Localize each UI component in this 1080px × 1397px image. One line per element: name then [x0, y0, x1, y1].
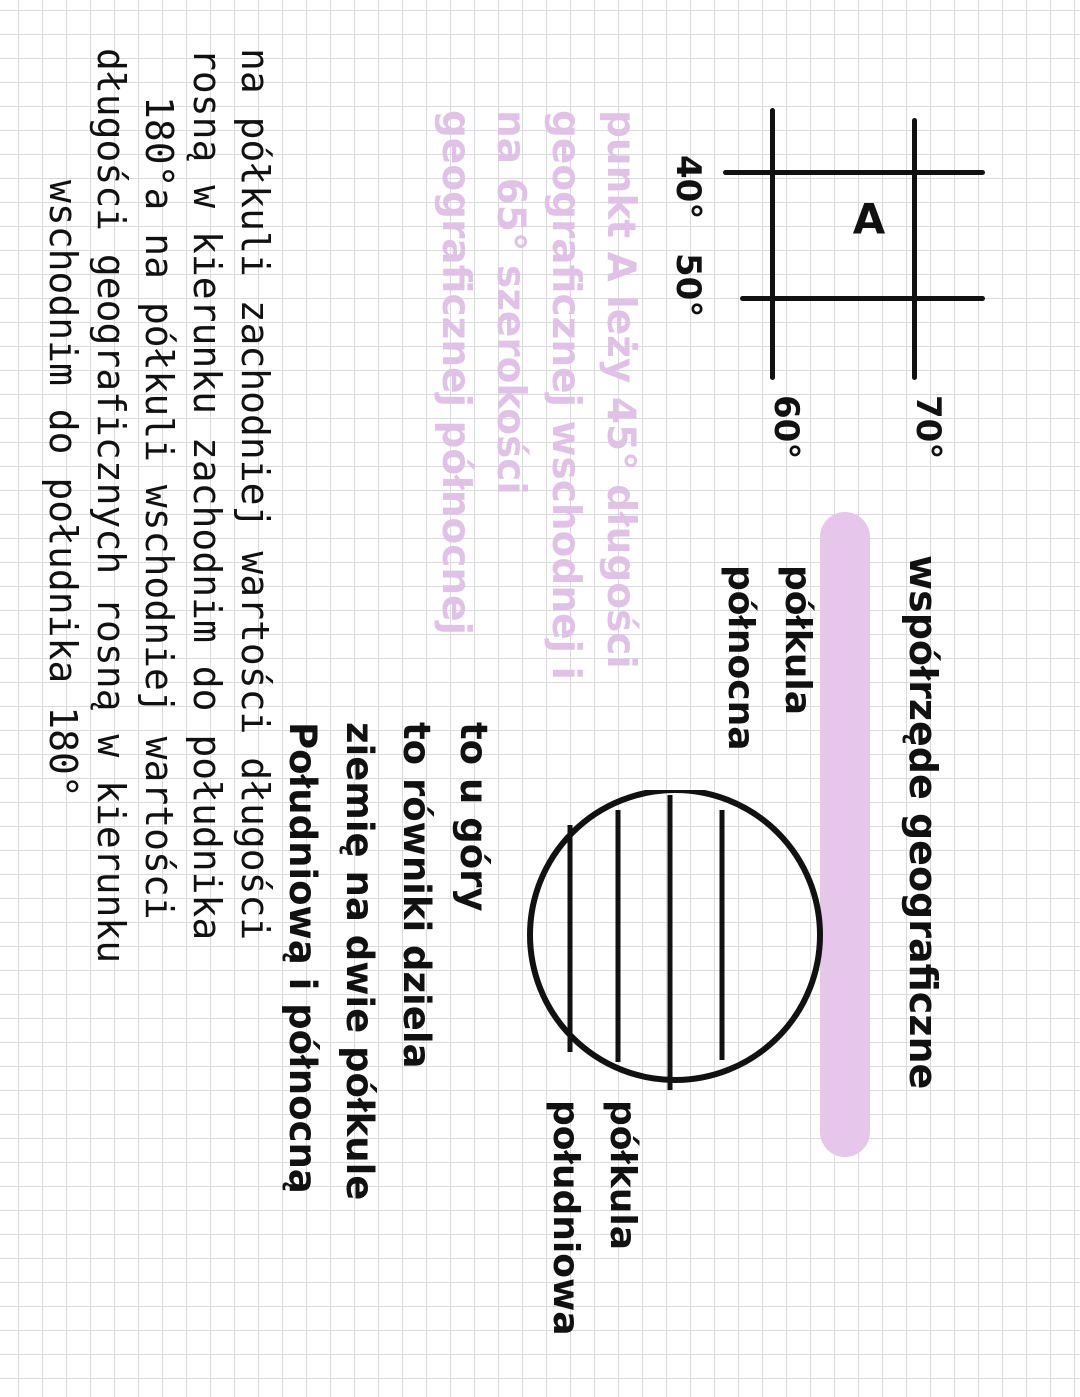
north-label-line: północna	[720, 565, 761, 751]
parallel-line-40	[723, 170, 985, 175]
longitude-note-line: 180°a na półkuli wschodniej wartości	[137, 96, 181, 920]
parallel-line-50	[740, 296, 985, 301]
longitude-note-line: rosną w kierunku zachodnim do południka	[185, 48, 229, 941]
parallel-label-40: 40°	[668, 155, 708, 220]
pink-note-line: punkt A leży 45° długości	[598, 110, 643, 669]
equator-note-line: Południową i północną	[281, 722, 324, 1194]
point-a-label: A	[852, 194, 886, 244]
equator-note-line: ziemię na dwie półkule	[338, 722, 381, 1201]
longitude-note-line: na półkuli zachodniej wartości długości	[233, 48, 277, 941]
south-label-line: południowa	[545, 1100, 586, 1336]
meridian-label-70: 70°	[908, 395, 948, 460]
globe-circle	[530, 790, 820, 1080]
pink-note-line: na 65° szerokości	[488, 110, 533, 495]
meridian-label-60: 60°	[766, 395, 806, 460]
pink-note-line: geograficznej wschodnej i	[543, 110, 588, 680]
north-label-line: półkula	[777, 565, 818, 716]
page-title: współrzęde geograficzne	[901, 555, 945, 1090]
pink-note-line: geograficznej północnej	[433, 110, 478, 635]
equator-note-line: to u góry	[452, 722, 495, 912]
longitude-note-line: długości geograficznych rosną w kierunku	[89, 48, 133, 964]
globe-diagram	[520, 790, 830, 1090]
meridian-line-70	[912, 118, 917, 380]
meridian-line-60	[770, 108, 775, 380]
south-label-line: półkula	[602, 1100, 643, 1251]
equator-note-line: to równiki dziela	[395, 722, 438, 1069]
parallel-label-50: 50°	[668, 253, 708, 318]
longitude-note-line: wschodnim do południka 180°	[41, 180, 85, 798]
